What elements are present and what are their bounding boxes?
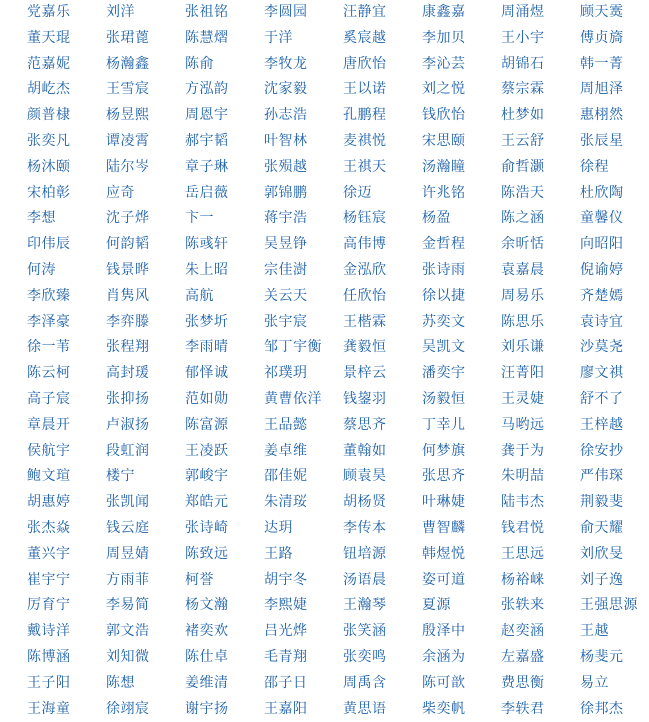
name-cell: 黄思语 [343,700,387,717]
name-cell: 周昱婧 [106,545,150,562]
name-cell: 麦祺悦 [343,132,387,149]
name-cell: 余昕恬 [501,236,545,253]
name-cell: 孙志浩 [264,107,308,124]
name-cell: 向昭阳 [580,236,624,253]
name-cell: 方泓韵 [185,81,229,98]
name-cell: 潘奕宇 [422,365,466,382]
name-cell: 陈仕卓 [185,648,229,665]
name-cell: 郭锦鹏 [264,184,308,201]
name-cell: 李加贝 [422,29,466,46]
name-cell: 汤毅恒 [422,390,466,407]
name-cell: 范嘉妮 [27,55,71,72]
name-cell: 张程翔 [106,339,150,356]
name-cell: 李欣臻 [27,287,71,304]
name-cell: 周旭泽 [580,81,624,98]
name-cell: 俞哲灏 [501,158,545,175]
name-cell: 余涵为 [422,648,466,665]
name-cell: 钱景晔 [106,261,150,278]
name-cell: 陈博涵 [27,648,71,665]
name-cell: 张奕鸣 [343,648,387,665]
name-cell: 高子宸 [27,390,71,407]
name-cell: 钱云庭 [106,519,150,536]
name-cell: 景梓云 [343,365,387,382]
name-cell: 杨沐颐 [27,158,71,175]
name-cell: 刘洋 [106,4,135,20]
name-cell: 张宇宸 [264,313,308,330]
name-cell: 柯誉 [185,571,214,588]
name-cell: 左嘉盛 [501,648,545,665]
name-cell: 汪菁阳 [501,365,545,382]
name-cell: 易立 [580,674,609,691]
name-cell: 赵奕涵 [501,623,545,640]
name-cell: 董翰如 [343,442,387,459]
name-cell: 张抑扬 [106,390,150,407]
name-cell: 朱上昭 [185,261,229,278]
name-cell: 俞天耀 [580,519,624,536]
name-cell: 宋柏彰 [27,184,71,201]
name-cell: 顾天霙 [580,4,624,20]
name-cell: 吴凯文 [422,339,466,356]
name-cell: 陈可歆 [422,674,466,691]
name-cell: 金哲程 [422,236,466,253]
name-cell: 郝宇韬 [185,132,229,149]
name-cell: 钮培源 [343,545,387,562]
name-cell: 张殒越 [264,158,308,175]
name-cell: 范如勋 [185,390,229,407]
name-cell: 胡锦石 [501,55,545,72]
name-cell: 郁怿诚 [185,365,229,382]
name-cell: 严伟琛 [580,468,624,485]
name-cell: 张诗雨 [422,261,466,278]
name-cell: 李想 [27,210,56,227]
name-cell: 祁璞玥 [264,365,308,382]
name-cell: 陈慧熠 [185,29,229,46]
name-cell: 唐欣怡 [343,55,387,72]
name-cell: 王灵婕 [501,390,545,407]
name-cell: 钱鋆羽 [343,390,387,407]
name-cell: 张诗崎 [185,519,229,536]
name-cell: 蒋宇浩 [264,210,308,227]
name-cell: 张辰星 [580,132,624,149]
name-cell: 康鑫嘉 [422,4,466,20]
name-cell: 刘欣旻 [580,545,624,562]
name-cell: 龚于为 [501,442,545,459]
name-cell: 吕光烨 [264,623,308,640]
name-cell: 胡宇冬 [264,571,308,588]
name-cell: 崔宇宁 [27,571,71,588]
name-cell: 龚毅恒 [343,339,387,356]
name-cell: 徐以捷 [422,287,466,304]
name-cell: 徐迈 [343,184,372,201]
name-cell: 韩一菁 [580,55,624,72]
name-cell: 陆韦杰 [501,494,545,511]
name-cell: 惠栩然 [580,107,624,124]
name-cell: 达玥 [264,519,293,536]
name-cell: 陈俞 [185,55,214,72]
name-cell: 张梦圻 [185,313,229,330]
name-cell: 谢宇扬 [185,700,229,717]
name-cell: 孔鹏程 [343,107,387,124]
name-cell: 倪谕婷 [580,261,624,278]
name-cell: 周恩宇 [185,107,229,124]
name-cell: 宋思颐 [422,132,466,149]
name-cell: 杨瀚鑫 [106,55,150,72]
name-cell: 刘知微 [106,648,150,665]
name-cell: 汤瀚瞳 [422,158,466,175]
name-cell: 邵子日 [264,674,308,691]
name-cell: 马哟远 [501,416,545,433]
name-cell: 沈子烨 [106,210,150,227]
name-cell: 许兆铭 [422,184,466,201]
name-cell: 段虹润 [106,442,150,459]
name-cell: 陈想 [106,674,135,691]
name-cell: 叶琳婕 [422,494,466,511]
name-cell: 韩煜悦 [422,545,466,562]
name-cell: 毛青翔 [264,648,308,665]
name-cell: 王祺天 [343,158,387,175]
name-cell: 奚宸越 [343,29,387,46]
name-cell: 袁嘉晨 [501,261,545,278]
name-cell: 吴昱铮 [264,236,308,253]
name-list-grid [27,0,647,722]
name-cell: 郭峻宇 [185,468,229,485]
name-cell: 廖文祺 [580,365,624,382]
name-cell: 李牧龙 [264,55,308,72]
name-cell: 叶智林 [264,132,308,149]
name-cell: 杨昱熙 [106,107,150,124]
name-cell: 李泽豪 [27,313,71,330]
name-cell: 王小宇 [501,29,545,46]
name-cell: 王雪宸 [106,81,150,98]
name-cell: 刘子逸 [580,571,624,588]
name-cell: 鲍文瑄 [27,468,71,485]
name-cell: 戴诗洋 [27,623,71,640]
name-cell: 徐翊宸 [106,700,150,717]
name-cell: 张珺蓖 [106,29,150,46]
name-cell: 印伟辰 [27,236,71,253]
name-cell: 胡惠婷 [27,494,71,511]
name-cell: 苏奕文 [422,313,466,330]
name-cell: 蔡宗霖 [501,81,545,98]
name-cell: 姿可道 [422,571,466,588]
name-cell: 高封瑗 [106,365,150,382]
name-cell: 楼宁 [106,468,135,485]
name-cell: 章晨开 [27,416,71,433]
name-cell: 邹丁宇衡 [264,339,322,356]
name-cell: 李弈滕 [106,313,150,330]
name-cell: 王越 [580,623,609,640]
name-cell: 章子琳 [185,158,229,175]
name-cell: 应奇 [106,184,135,201]
name-cell: 蔡思齐 [343,416,387,433]
name-cell: 王楷霖 [343,313,387,330]
name-cell: 徐邦杰 [580,700,624,717]
name-cell: 姜卓维 [264,442,308,459]
name-cell: 李易简 [106,597,150,614]
name-cell: 殷泽中 [422,623,466,640]
name-cell: 丁幸儿 [422,416,466,433]
name-cell: 舒不了 [580,390,624,407]
name-cell: 傅贞旖 [580,29,624,46]
name-cell: 王嘉阳 [264,700,308,717]
name-cell: 陈云柯 [27,365,71,382]
name-cell: 何梦旗 [422,442,466,459]
name-cell: 夏源 [422,597,451,614]
name-cell: 沈家毅 [264,81,308,98]
name-cell: 厉育宁 [27,597,71,614]
name-cell: 周禹含 [343,674,387,691]
name-cell: 童馨仪 [580,210,624,227]
name-cell: 肖隽风 [106,287,150,304]
name-cell: 杨文瀚 [185,597,229,614]
name-cell: 朱清珱 [264,494,308,511]
name-cell: 袁诗宜 [580,313,624,330]
name-cell: 董兴宇 [27,545,71,562]
name-cell: 李雨晴 [185,339,229,356]
name-cell: 周易乐 [501,287,545,304]
name-cell: 陈富源 [185,416,229,433]
name-cell: 何韵韬 [106,236,150,253]
name-cell: 王梓越 [580,416,624,433]
name-cell: 朱明喆 [501,468,545,485]
name-cell: 黄曹依洋 [264,390,322,407]
name-cell: 董天琨 [27,29,71,46]
name-cell: 王凌跃 [185,442,229,459]
name-cell: 于洋 [264,29,293,46]
name-cell: 周涌煜 [501,4,545,20]
name-cell: 郭文浩 [106,623,150,640]
name-cell: 杜欣陶 [580,184,624,201]
name-cell: 卞一 [185,210,214,227]
name-cell: 钱欣怡 [422,107,466,124]
name-cell: 李沁芸 [422,55,466,72]
name-cell: 顾袁昊 [343,468,387,485]
name-cell: 杨斐元 [580,648,624,665]
name-cell: 张杰焱 [27,519,71,536]
name-cell: 曹智麟 [422,519,466,536]
name-cell: 王海童 [27,700,71,717]
name-cell: 张思齐 [422,468,466,485]
name-cell: 徐程 [580,158,609,175]
name-cell: 王强思源 [580,597,638,614]
name-cell: 陈思乐 [501,313,545,330]
name-cell: 侯航宇 [27,442,71,459]
name-cell: 钱君悦 [501,519,545,536]
name-cell: 王瀚琴 [343,597,387,614]
name-cell: 刘乐谦 [501,339,545,356]
name-cell: 胡杨贤 [343,494,387,511]
name-cell: 沙莫尧 [580,339,624,356]
name-cell: 徐安抄 [580,442,624,459]
name-cell: 关云天 [264,287,308,304]
name-cell: 党嘉乐 [27,4,71,20]
name-cell: 刘之悦 [422,81,466,98]
name-cell: 姜维清 [185,674,229,691]
name-cell: 汪静宜 [343,4,387,20]
name-cell: 郑皓元 [185,494,229,511]
name-cell: 柴奕帆 [422,700,466,717]
name-cell: 张轶来 [501,597,545,614]
name-cell: 谭凌霄 [106,132,150,149]
name-cell: 李轶君 [501,700,545,717]
name-cell: 王思远 [501,545,545,562]
name-cell: 高伟博 [343,236,387,253]
name-cell: 齐楚嫣 [580,287,624,304]
name-cell: 宗佳澍 [264,261,308,278]
name-cell: 杨钰宸 [343,210,387,227]
name-cell: 杨裕崃 [501,571,545,588]
name-cell: 王品懿 [264,416,308,433]
name-cell: 汤语晨 [343,571,387,588]
name-cell: 高航 [185,287,214,304]
name-cell: 卢淑扬 [106,416,150,433]
name-cell: 李传本 [343,519,387,536]
name-cell: 王云舒 [501,132,545,149]
name-cell: 王以诺 [343,81,387,98]
name-cell: 金泓欣 [343,261,387,278]
name-cell: 张祖铭 [185,4,229,20]
name-cell: 颜普棣 [27,107,71,124]
name-cell: 张笑涵 [343,623,387,640]
name-cell: 李熙婕 [264,597,308,614]
name-cell: 费思衡 [501,674,545,691]
name-cell: 张凯闻 [106,494,150,511]
name-cell: 荆毅斐 [580,494,624,511]
name-cell: 张奕凡 [27,132,71,149]
name-cell: 陈彧轩 [185,236,229,253]
name-cell: 陆尔岑 [106,158,150,175]
name-cell: 徐一苇 [27,339,71,356]
name-cell: 方雨菲 [106,571,150,588]
name-cell: 陈之涵 [501,210,545,227]
name-cell: 邵佳妮 [264,468,308,485]
name-cell: 杨盈 [422,210,451,227]
name-cell: 陈致远 [185,545,229,562]
name-cell: 王子阳 [27,674,71,691]
name-cell: 杜梦如 [501,107,545,124]
name-cell: 王路 [264,545,293,562]
name-cell: 何涛 [27,261,56,278]
name-cell: 褚奕欢 [185,623,229,640]
name-cell: 李圆园 [264,4,308,20]
name-cell: 陈浩天 [501,184,545,201]
name-cell: 胡屹杰 [27,81,71,98]
name-cell: 岳启薇 [185,184,229,201]
name-cell: 任欣怡 [343,287,387,304]
